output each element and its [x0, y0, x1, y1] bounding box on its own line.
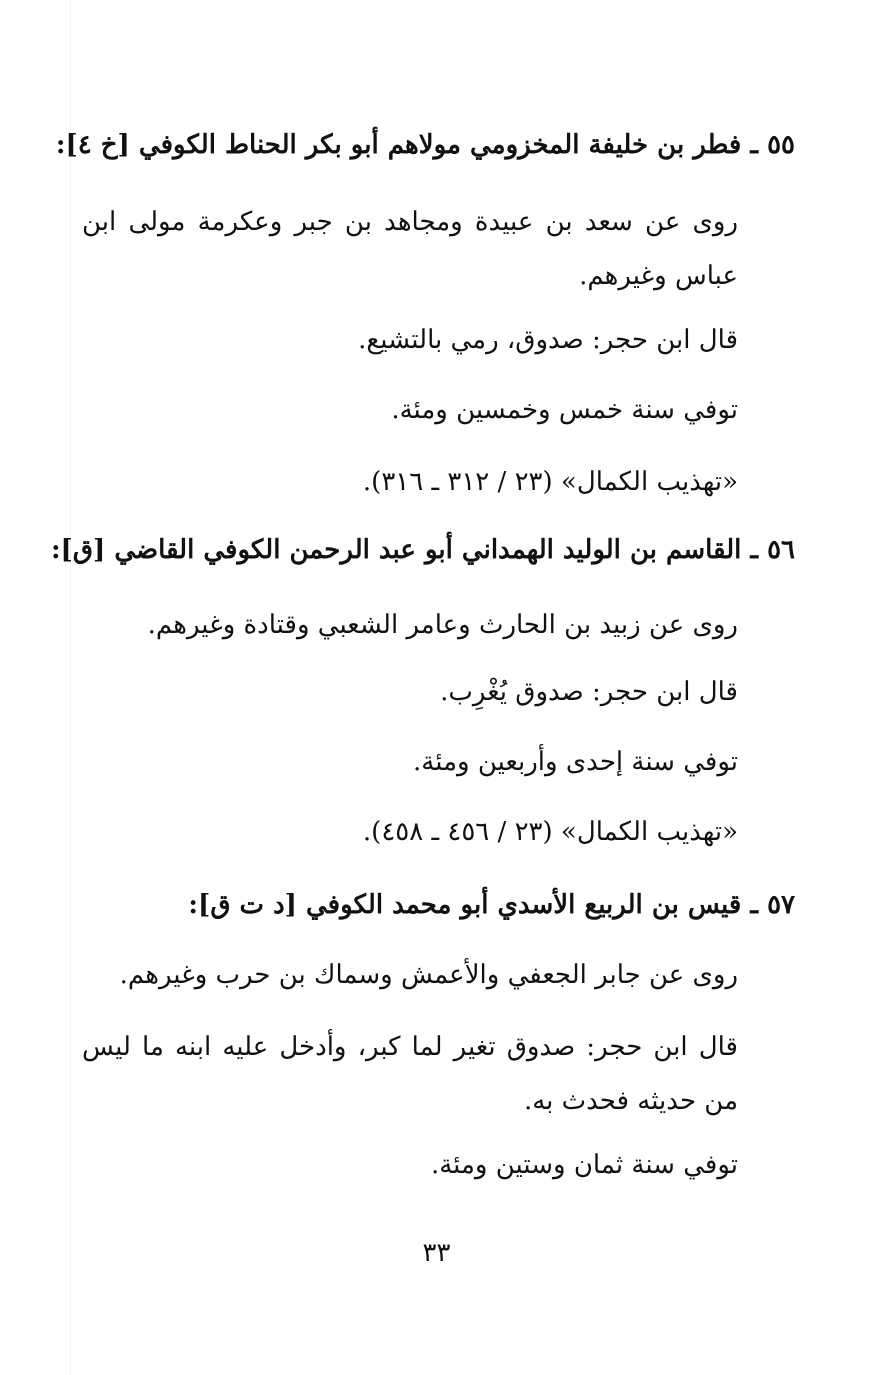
page-edge-divider: [70, 0, 71, 1375]
entry-55-reference: «تهذيب الكمال» (٢٣ / ٣١٢ ـ ٣١٦).: [362, 467, 738, 497]
entry-57-grading: قال ابن حجر: صدوق تغير لما كبر، وأدخل عليه ابنه ما ليس من حديثه فحدث به.: [82, 1032, 738, 1116]
entry-55-heading: ٥٥ ـ فطر بن خليفة المخزومي مولاهم أبو بكر الحناط الكوفي [خ ٤]:: [55, 130, 795, 160]
entry-56-narration: روى عن زبيد بن الحارث وعامر الشعبي وقتادة وغيرهم.: [147, 610, 738, 640]
page-number: ٣٣: [422, 1238, 451, 1268]
entry-56-grading: قال ابن حجر: صدوق يُغْرِب.: [440, 677, 738, 707]
entry-55-grading: قال ابن حجر: صدوق، رمي بالتشيع.: [358, 325, 738, 355]
entry-55-narration: روى عن سعد بن عبيدة ومجاهد بن جبر وعكرمة مولى ابن عباس وغيرهم.: [82, 207, 738, 291]
entry-55-death: توفي سنة خمس وخمسين ومئة.: [391, 395, 738, 425]
entry-57-narration: روى عن جابر الجعفي والأعمش وسماك بن حرب وغيرهم.: [119, 960, 738, 990]
entry-57-heading: ٥٧ ـ قيس بن الربيع الأسدي أبو محمد الكوفي [د ت ق]:: [188, 890, 795, 920]
entry-56-death: توفي سنة إحدى وأربعين ومئة.: [413, 747, 738, 777]
entry-57-death: توفي سنة ثمان وستين ومئة.: [430, 1150, 738, 1180]
entry-56-reference: «تهذيب الكمال» (٢٣ / ٤٥٦ ـ ٤٥٨).: [362, 817, 738, 847]
entry-56-heading: ٥٦ ـ القاسم بن الوليد الهمداني أبو عبد الرحمن الكوفي القاضي [ق]:: [50, 535, 795, 565]
